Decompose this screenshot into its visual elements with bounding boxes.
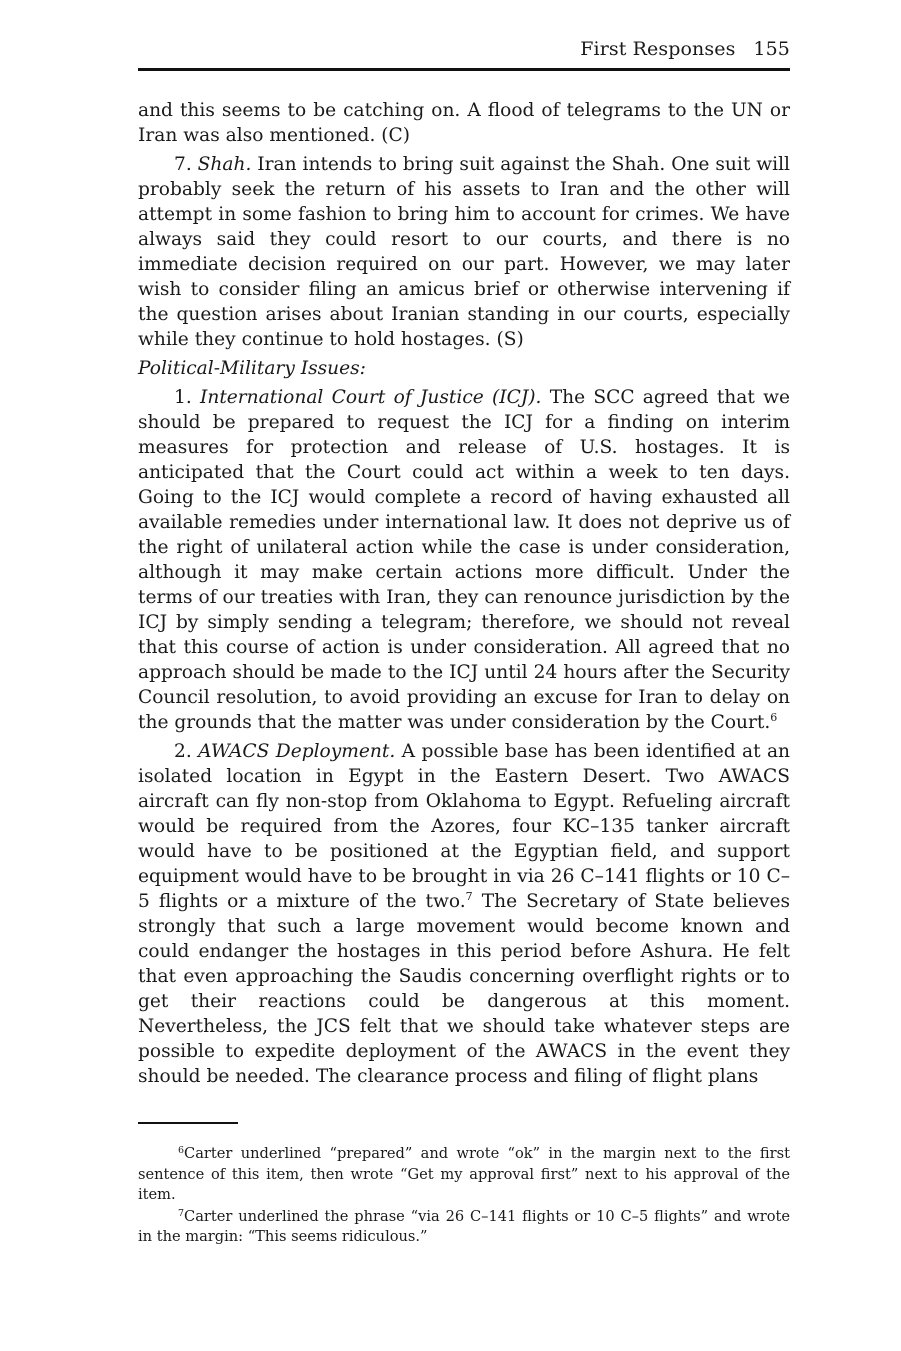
- paragraph-continuation: and this seems to be catching on. A flood of telegrams to the UN or Iran was also mentioned. (C): [138, 100, 790, 146]
- item-number: 1.: [174, 387, 200, 408]
- running-header: [580, 38, 790, 60]
- page-number: 155: [753, 38, 790, 60]
- paragraph-awacs: [138, 739, 790, 1089]
- item-title: Shah.: [197, 154, 252, 175]
- footnote-ref-6: 6: [770, 711, 778, 724]
- item-text-continued: The Secretary of State believes strongly that such a large movement would become known and could endanger the hostages in this period before Ashura. He felt that even approaching the Saudis concerning overflight rights or to get their reactions could be dangerous at this moment. Nevertheless, the JCS felt that we should take whatever steps are possible to expedite deployment of the AWACS in the event they should be needed. The clearance process and filing of flight plans: [138, 891, 790, 1087]
- footnote-text: Carter underlined “prepared” and wrote “ok” in the margin next to the first sentence of this item, then wrote “Get my approval first” next to his approval of the item.: [138, 1145, 790, 1203]
- footnote-marker: 7: [178, 1207, 185, 1219]
- paragraph-icj: [138, 385, 790, 735]
- running-title: First Responses: [580, 38, 736, 60]
- paragraph-shah: [138, 152, 790, 352]
- body-text: [138, 98, 790, 1093]
- item-number: 2.: [174, 741, 199, 762]
- item-text: A possible base has been identified at an isolated location in Egypt in the Eastern Desert. Two AWACS aircraft can fly non-stop from Oklahoma to Egypt. Refueling aircraft would be required from the Azores, four KC–135 tanker aircraft would have to be positioned at the Egyptian field, and support equipment would have to be brought in via 26 C–141 flights or 10 C–5 flights or a mixture of the two.: [138, 741, 790, 912]
- item-text: Iran intends to bring suit against the Shah. One suit will probably seek the return of his assets to Iran and the other will attempt in some fashion to bring him to account for crimes. We have always said they could resort to our courts, and there is no immediate decision required on our part. However, we may later wish to consider filing an amicus brief or otherwise intervening if the question arises about Iranian standing in our courts, especially while they continue to hold hostages. (S): [138, 154, 790, 350]
- item-number: 7.: [174, 154, 198, 175]
- footnote-ref-7: 7: [465, 890, 473, 903]
- section-heading: Political-Military Issues:: [138, 358, 366, 379]
- item-title: International Court of Justice (ICJ).: [200, 387, 542, 408]
- footnote-7: [138, 1207, 790, 1248]
- footnote-marker: 6: [178, 1145, 185, 1156]
- footnote-text: Carter underlined the phrase “via 26 C–141 flights or 10 C–5 flights” and wrote in the margin: “This seems ridiculous.”: [138, 1207, 790, 1245]
- footnote-6: [138, 1144, 790, 1206]
- footnote-rule: [138, 1122, 238, 1124]
- footnotes: [138, 1144, 790, 1249]
- item-title: AWACS Deployment.: [198, 741, 396, 762]
- item-text: The SCC agreed that we should be prepared to request the ICJ for a finding on interim measures for protection and release of U.S. hostages. It is anticipated that the Court could act within a week to ten days. Going to the ICJ would complete a record of having exhausted all available remedies under international law. It does not deprive us of the right of unilateral action while the case is under consideration, although it may make certain actions more difficult. Under the terms of our treaties with Iran, they can renounce jurisdiction by the ICJ by simply sending a telegram; therefore, we should not reveal that this course of action is under consideration. All agreed that no approach should be made to the ICJ until 24 hours after the Security Council resolution, to avoid providing an excuse for Iran to delay on the grounds that the matter was under consideration by the Court.: [138, 387, 791, 733]
- header-rule: [138, 68, 790, 71]
